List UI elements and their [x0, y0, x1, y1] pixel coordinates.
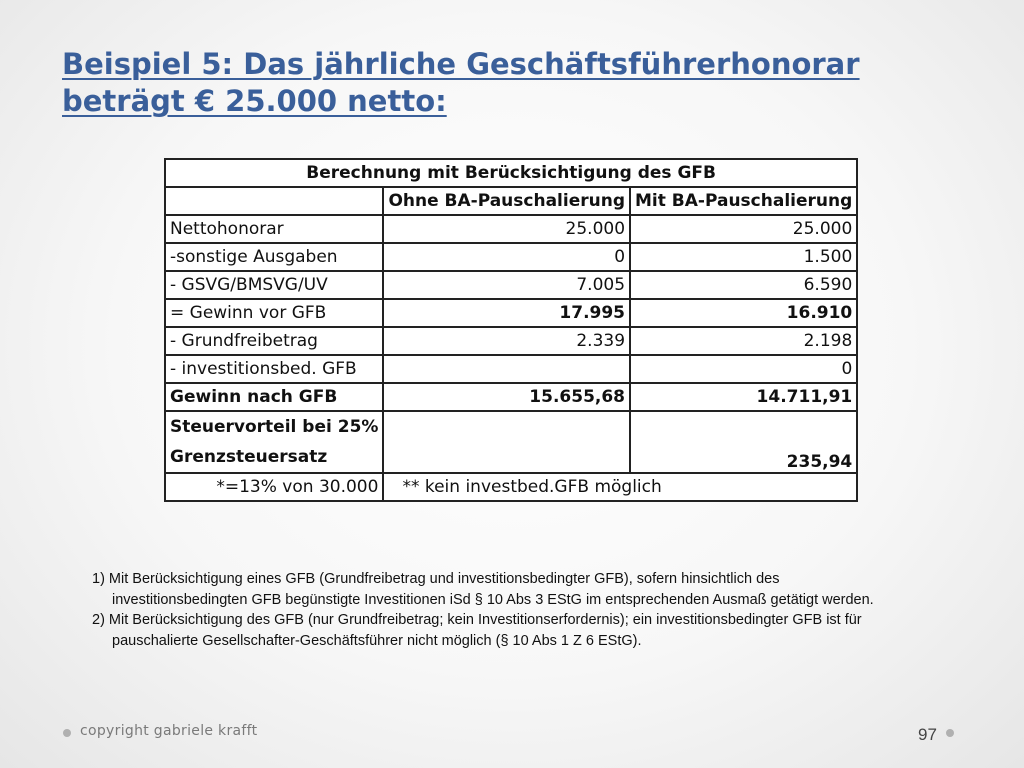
table-footnote-row — [165, 473, 857, 501]
row-label: - GSVG/BMSVG/UV — [165, 271, 383, 299]
row-label-steuervorteil — [165, 411, 383, 473]
cell-mit: 16.910 — [630, 299, 857, 327]
footnotes — [92, 569, 912, 651]
row-label: = Gewinn vor GFB — [165, 299, 383, 327]
steuervorteil-label-line1: Steuervorteil bei 25% — [170, 417, 379, 437]
bullet-dot-icon — [946, 729, 954, 737]
cell-mit: 14.711,91 — [630, 383, 857, 411]
footnote-1: 1) Mit Berücksichtigung eines GFB (Grundfreibetrag und investitionsbedingter GFB), sofern hinsichtlich des investitionsbedingten GFB begünstigte Investitionen iSd § 10 Abs 3 EStG im entsprechenden Ausmaß getätigt werden. — [92, 571, 874, 608]
footnote-right: ** kein investbed.GFB möglich — [383, 473, 857, 501]
cell-mit: 2.198 — [630, 327, 857, 355]
cell-mit: 0 — [630, 355, 857, 383]
row-label: -sonstige Ausgaben — [165, 243, 383, 271]
cell-mit: 1.500 — [630, 243, 857, 271]
table-row — [165, 327, 857, 355]
cell-mit: 235,94 — [630, 411, 857, 473]
cell-mit: 6.590 — [630, 271, 857, 299]
row-label: - investitionsbed. GFB — [165, 355, 383, 383]
cell-ohne: 25.000 — [383, 215, 630, 243]
column-header-empty — [165, 187, 383, 215]
cell-ohne: 15.655,68 — [383, 383, 630, 411]
slide-title-line1: Beispiel 5: Das jährliche Geschäftsführerhonorar — [62, 47, 860, 81]
table-row — [165, 271, 857, 299]
table-row — [165, 383, 857, 411]
column-header-mit: Mit BA-Pauschalierung — [630, 187, 857, 215]
page-number: 97 — [918, 725, 937, 744]
table-row — [165, 243, 857, 271]
cell-mit: 25.000 — [630, 215, 857, 243]
table-row — [165, 355, 857, 383]
cell-ohne: 7.005 — [383, 271, 630, 299]
copyright-text: copyright gabriele krafft — [80, 723, 258, 739]
footnote-2: 2) Mit Berücksichtigung des GFB (nur Grundfreibetrag; kein Investitionserfordernis); ein investitionsbedingter GFB ist für pauschalierte Gesellschafter-Geschäftsführer nicht möglich (§ 10 Abs 1 Z 6 EStG). — [92, 612, 862, 649]
row-label: - Grundfreibetrag — [165, 327, 383, 355]
column-header-ohne: Ohne BA-Pauschalierung — [383, 187, 630, 215]
table-caption: Berechnung mit Berücksichtigung des GFB — [165, 159, 857, 187]
cell-ohne: 0 — [383, 243, 630, 271]
table-row — [165, 299, 857, 327]
cell-ohne — [383, 355, 630, 383]
cell-ohne — [383, 411, 630, 473]
row-label: Nettohonorar — [165, 215, 383, 243]
cell-ohne: 2.339 — [383, 327, 630, 355]
footnote-left: *=13% von 30.000 — [165, 473, 383, 501]
table-row — [165, 215, 857, 243]
cell-ohne: 17.995 — [383, 299, 630, 327]
bullet-dot-icon — [63, 729, 71, 737]
slide-title — [62, 46, 962, 120]
calculation-table — [164, 158, 858, 502]
steuervorteil-label-line2: Grenzsteuersatz — [170, 447, 328, 467]
slide-title-line2: beträgt € 25.000 netto: — [62, 84, 447, 118]
row-label: Gewinn nach GFB — [165, 383, 383, 411]
table-row-steuervorteil — [165, 411, 857, 473]
